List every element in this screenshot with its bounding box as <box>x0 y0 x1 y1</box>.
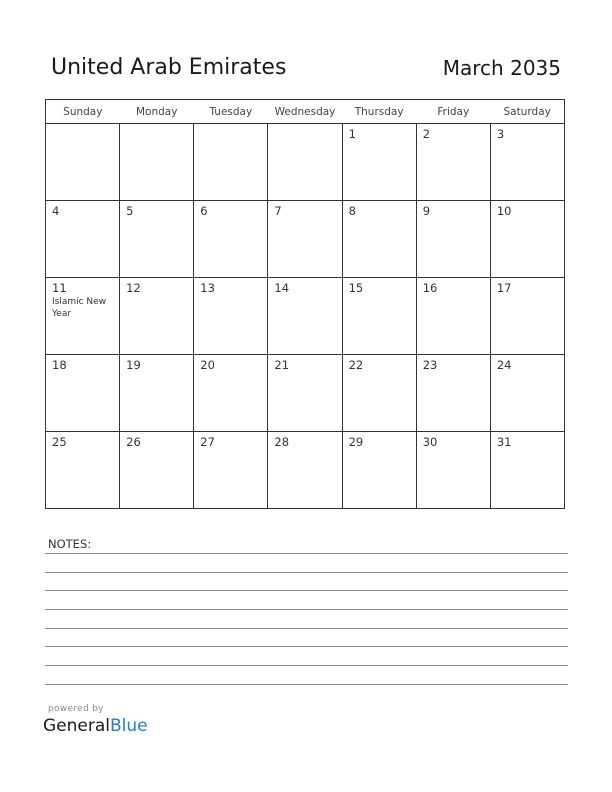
day-cell <box>268 355 342 432</box>
notes-line <box>45 665 568 666</box>
day-cell <box>194 201 268 278</box>
holiday-label: Islamic New Year <box>52 297 107 319</box>
day-number: 18 <box>52 358 67 372</box>
day-cell <box>416 201 490 278</box>
day-cell <box>342 432 416 509</box>
weekday-thursday: Thursday <box>342 100 416 124</box>
powered-by-label: powered by <box>48 704 104 714</box>
brand-logo <box>43 716 148 736</box>
notes-line <box>45 590 568 591</box>
weekday-wednesday: Wednesday <box>268 100 342 124</box>
week-row <box>46 201 565 278</box>
day-cell <box>490 278 564 355</box>
day-number: 14 <box>274 281 290 295</box>
day-number: 11 <box>52 281 67 295</box>
day-cell <box>416 355 490 432</box>
notes-line <box>45 646 568 647</box>
day-cell <box>194 432 268 509</box>
notes-line <box>45 628 568 629</box>
day-cell <box>120 432 194 509</box>
day-number: 29 <box>348 435 364 449</box>
notes-line <box>45 609 568 610</box>
week-row <box>46 124 565 201</box>
day-number: 4 <box>52 204 60 218</box>
day-number: 23 <box>422 358 438 372</box>
day-number: 25 <box>52 435 67 449</box>
day-number: 5 <box>126 204 134 218</box>
weekday-saturday: Saturday <box>490 100 564 124</box>
day-number: 8 <box>348 204 356 218</box>
day-cell <box>46 432 120 509</box>
day-cell <box>120 278 194 355</box>
day-number: 28 <box>274 435 290 449</box>
day-cell <box>120 201 194 278</box>
weekday-header-row <box>46 100 565 124</box>
day-cell <box>490 355 564 432</box>
weekday-friday: Friday <box>416 100 490 124</box>
day-cell <box>490 124 564 201</box>
day-cell <box>46 201 120 278</box>
page-title: United Arab Emirates <box>51 55 287 80</box>
day-number: 22 <box>348 358 364 372</box>
day-cell <box>194 124 268 201</box>
brand-blue: Blue <box>110 716 148 736</box>
day-number <box>46 124 119 127</box>
day-cell <box>268 278 342 355</box>
brand-general: General <box>43 716 110 736</box>
day-number: 6 <box>200 204 208 218</box>
day-cell <box>342 201 416 278</box>
day-number: 30 <box>422 435 438 449</box>
calendar-grid <box>45 99 565 509</box>
day-number: 20 <box>200 358 215 372</box>
day-number: 26 <box>126 435 141 449</box>
day-cell <box>490 432 564 509</box>
day-number: 2 <box>422 127 431 141</box>
weekday-tuesday: Tuesday <box>194 100 268 124</box>
day-cell <box>268 432 342 509</box>
week-row <box>46 355 565 432</box>
day-cell <box>490 201 564 278</box>
day-cell <box>342 355 416 432</box>
day-cell <box>416 432 490 509</box>
day-number: 12 <box>126 281 141 295</box>
day-cell <box>416 278 490 355</box>
day-number: 15 <box>348 281 364 295</box>
month-year: March 2035 <box>442 56 561 80</box>
day-cell <box>268 201 342 278</box>
weekday-monday: Monday <box>120 100 194 124</box>
day-cell <box>194 278 268 355</box>
day-number: 10 <box>496 204 512 218</box>
notes-label: NOTES: <box>48 537 92 551</box>
day-cell <box>46 278 120 355</box>
day-cell <box>120 124 194 201</box>
day-number: 3 <box>496 127 505 141</box>
day-number: 7 <box>274 204 282 218</box>
day-cell <box>416 124 490 201</box>
week-row <box>46 278 565 355</box>
day-cell <box>194 355 268 432</box>
day-cell <box>342 124 416 201</box>
day-number: 16 <box>422 281 438 295</box>
day-number: 1 <box>348 127 356 141</box>
day-number: 27 <box>200 435 215 449</box>
day-number <box>120 124 193 127</box>
day-cell <box>342 278 416 355</box>
day-number: 24 <box>496 358 512 372</box>
day-cell <box>46 355 120 432</box>
day-number: 9 <box>422 204 431 218</box>
day-number: 21 <box>274 358 290 372</box>
week-row <box>46 432 565 509</box>
day-cell <box>120 355 194 432</box>
day-number: 19 <box>126 358 141 372</box>
day-number: 17 <box>496 281 512 295</box>
weekday-sunday: Sunday <box>46 100 120 124</box>
notes-line <box>45 553 568 554</box>
day-cell <box>268 124 342 201</box>
notes-line <box>45 572 568 573</box>
day-number <box>194 124 267 127</box>
day-number <box>268 124 341 127</box>
notes-line <box>45 684 568 685</box>
day-cell <box>46 124 120 201</box>
day-number: 13 <box>200 281 215 295</box>
day-number: 31 <box>496 435 512 449</box>
